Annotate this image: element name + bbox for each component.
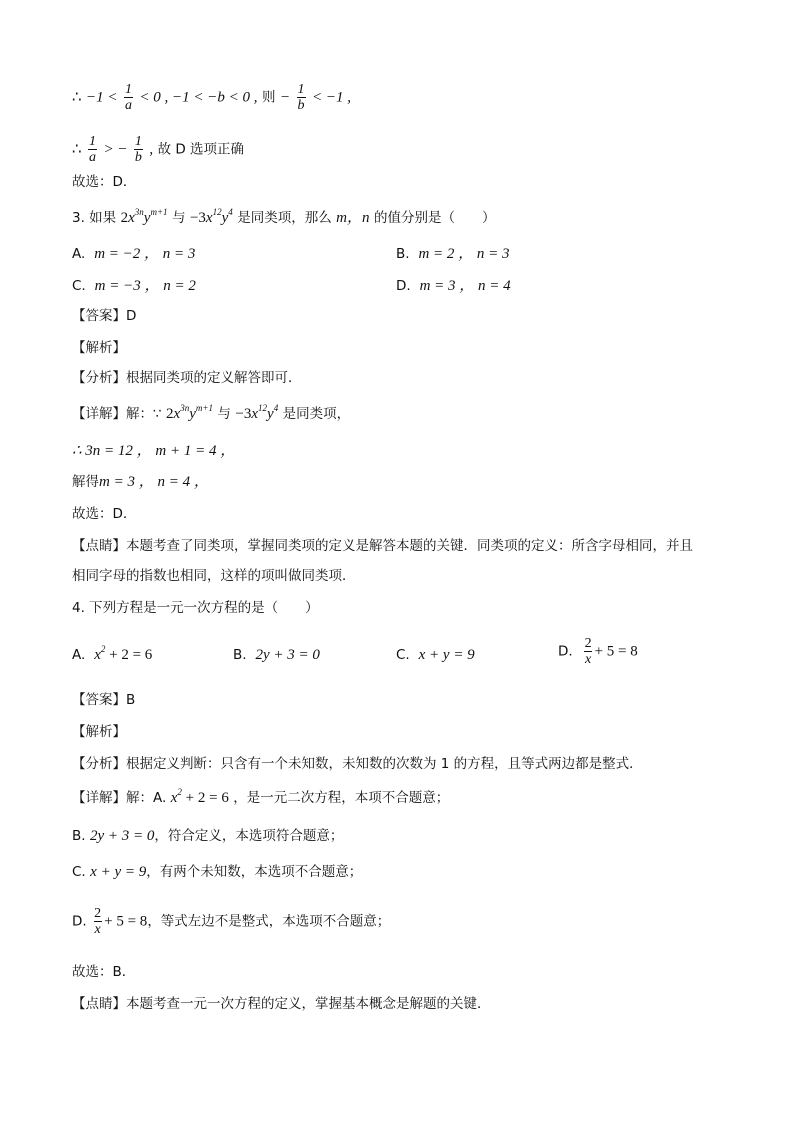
option-a: A. m = −2 ， n = 3 bbox=[72, 246, 196, 262]
comment-text: 【点睛】本题考查了同类项，掌握同类项的定义是解答本题的关键．同类项的定义：所含字母相同，并且 bbox=[72, 538, 693, 554]
solution-line-conclusion: ∴ $\frac{1}{a}$ > − $\frac{1}{b}$ , 故 D 选项正确 bbox=[72, 134, 245, 165]
answer-label: 【答案】B bbox=[72, 692, 136, 708]
option-d: D. m = 3 ， n = 4 bbox=[396, 278, 511, 294]
question-3: 3. 如果 $2x^{3n}y^{m+1}$ 与 $-3x^{12}y^4$ 是同类项，那么 m，n 的值分别是（ ） bbox=[72, 207, 496, 226]
option-c: C. x + y = 9 bbox=[396, 647, 475, 663]
fraction-1-over-b: $\frac{1}{b}$ bbox=[297, 82, 305, 113]
therefore-symbol: ∴ bbox=[72, 89, 82, 106]
analysis-text: 【分析】根据定义判断：只含有一个未知数，未知数的次数为 1 的方程，且等式两边都是整式． bbox=[72, 756, 643, 772]
option-b: B. m = 2 ， n = 3 bbox=[396, 246, 510, 262]
choice-text: 故选：D． bbox=[72, 506, 137, 522]
fraction-1-over-a: $\frac{1}{a}$ bbox=[89, 134, 96, 165]
fraction-1-over-b: $\frac{1}{b}$ bbox=[134, 134, 142, 165]
option-c: C. m = −3 ， n = 2 bbox=[72, 278, 196, 294]
analysis-label: 【解析】 bbox=[72, 724, 126, 740]
answer-label: 【答案】D bbox=[72, 308, 137, 324]
detail-b: B. 2y + 3 = 0，符合定义，本选项符合题意； bbox=[72, 828, 344, 844]
option-d: D. $\frac{2}{x}$ + 5 = 8 bbox=[558, 636, 638, 667]
fraction-1-over-a: $\frac{1}{a}$ bbox=[124, 82, 132, 113]
comment-text-cont: 相同字母的指数也相同，这样的项叫做同类项． bbox=[72, 568, 356, 584]
option-a: A. $x^2 + 2 = 6$ bbox=[72, 644, 153, 663]
analysis-text: 【分析】根据同类项的定义解答即可． bbox=[72, 370, 302, 386]
comment-text: 【点睛】本题考查一元一次方程的定义，掌握基本概念是解题的关键． bbox=[72, 996, 491, 1012]
option-b: B. 2y + 3 = 0 bbox=[233, 647, 320, 663]
detail-line: 【详解】解：∵ $2x^{3n}y^{m+1}$ 与 $-3x^{12}y^4$ 是同类项， bbox=[72, 403, 351, 422]
choice-text: 故选：D． bbox=[72, 174, 137, 190]
detail-a: 【详解】解：A. $x^2 + 2 = 6$ ，是一元二次方程，本项不合题意； bbox=[72, 787, 450, 806]
analysis-label: 【解析】 bbox=[72, 340, 126, 356]
choice-text: 故选：B． bbox=[72, 964, 136, 980]
question-4: 4. 下列方程是一元一次方程的是（ ） bbox=[72, 600, 319, 616]
detail-d: D. $\frac{2}{x}$ + 5 = 8，等式左边不是整式，本选项不合题意； bbox=[72, 906, 391, 937]
step-equations: ∴ 3n = 12 ， m + 1 = 4 ， bbox=[72, 443, 236, 459]
step-solution: 解得m = 3 ， n = 4 ， bbox=[72, 474, 209, 490]
detail-c: C. x + y = 9，有两个未知数，本选项不合题意； bbox=[72, 864, 363, 880]
solution-line-inequality: ∴ −1 < $\frac{1}{a}$ < 0 , −1 < −b < 0 , 则 − $\frac{1}{b}$ < −1 , bbox=[72, 82, 351, 113]
